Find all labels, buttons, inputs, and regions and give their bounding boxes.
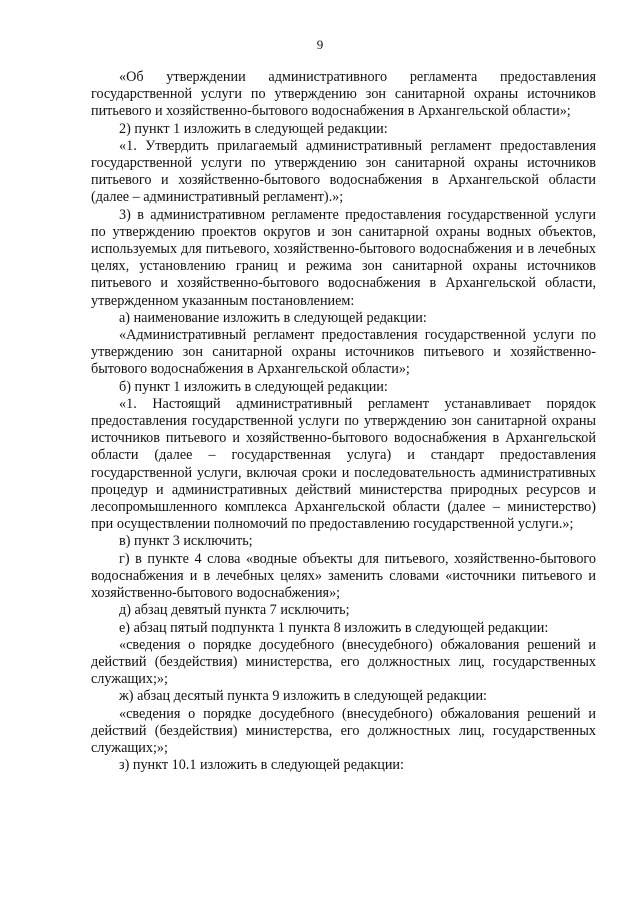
paragraph-item-3: 3) в административном регламенте предоставления государственной услуги по утверждению проектов округов и зон санитарной охраны водных объектов, используемых для питьевого, хозяйственно-бытового водоснабжения и в лечебных целях, установлению границ и режима зон санитарной охраны источников питьевого и хозяйственно-бытового водоснабжения в Архангельской области, утвержденном указанным постановлением: bbox=[91, 206, 596, 309]
paragraph-subitem-v: в) пункт 3 исключить; bbox=[119, 533, 253, 550]
paragraph-subitem-e: е) абзац пятый подпункта 1 пункта 8 изложить в следующей редакции: bbox=[119, 619, 549, 636]
paragraph-subitem-a-text: «Административный регламент предоставления государственной услуги по утверждению зон санитарной охраны источников питьевого и хозяйственно-бытового водоснабжения в Архангельской области»; bbox=[91, 327, 596, 378]
paragraph-subitem-b-text: «1. Настоящий административный регламент устанавливает порядок предоставления государственной услуги по утверждению зон санитарной охраны источников питьевого и хозяйственно-бытового водоснабжения в Архангельской области (далее – государственная услуга) и стандарт предоставления государственной услуги, включая сроки и последовательность административных процедур и административных действий министерства природных ресурсов и лесопромышленного комплекса Архангельской области (далее – министерство) при осуществлении полномочий по предоставлению государственной услуги.»; bbox=[91, 395, 596, 533]
paragraph-item-2: 2) пункт 1 изложить в следующей редакции: bbox=[119, 120, 388, 137]
document-body bbox=[91, 69, 596, 774]
paragraph-subitem-zh-text: «сведения о порядке досудебного (внесудебного) обжалования решений и действий (бездействия) министерства, его должностных лиц, государственных служащих;»; bbox=[91, 705, 596, 756]
page-number: 9 bbox=[316, 37, 324, 52]
paragraph-subitem-a: а) наименование изложить в следующей редакции: bbox=[119, 309, 427, 326]
paragraph-item-2-text: «1. Утвердить прилагаемый административный регламент предоставления государственной услуги по утверждению зон санитарной охраны источников питьевого и хозяйственно-бытового водоснабжения в Архангельской области (далее – административный регламент).»; bbox=[91, 137, 596, 206]
paragraph-subitem-zh: ж) абзац десятый пункта 9 изложить в следующей редакции: bbox=[119, 688, 488, 705]
paragraph-subitem-e-text: «сведения о порядке досудебного (внесудебного) обжалования решений и действий (бездействия) министерства, его должностных лиц, государственных служащих;»; bbox=[91, 636, 596, 688]
paragraph-subitem-b: б) пункт 1 изложить в следующей редакции: bbox=[119, 378, 388, 395]
paragraph-subitem-g: г) в пункте 4 слова «водные объекты для питьевого, хозяйственно-бытового водоснабжения и в лечебных целях» заменить словами «источники питьевого и хозяйственно-бытового водоснабжения»; bbox=[91, 550, 596, 602]
paragraph-subitem-d: д) абзац девятый пункта 7 исключить; bbox=[119, 602, 350, 619]
paragraph-subitem-z: з) пункт 10.1 изложить в следующей редакции: bbox=[119, 757, 404, 774]
paragraph-title-quote: «Об утверждении административного регламента предоставления государственной услуги по утверждению зон санитарной охраны источников питьевого и хозяйственно-бытового водоснабжения в Архангельской области»; bbox=[91, 69, 596, 120]
